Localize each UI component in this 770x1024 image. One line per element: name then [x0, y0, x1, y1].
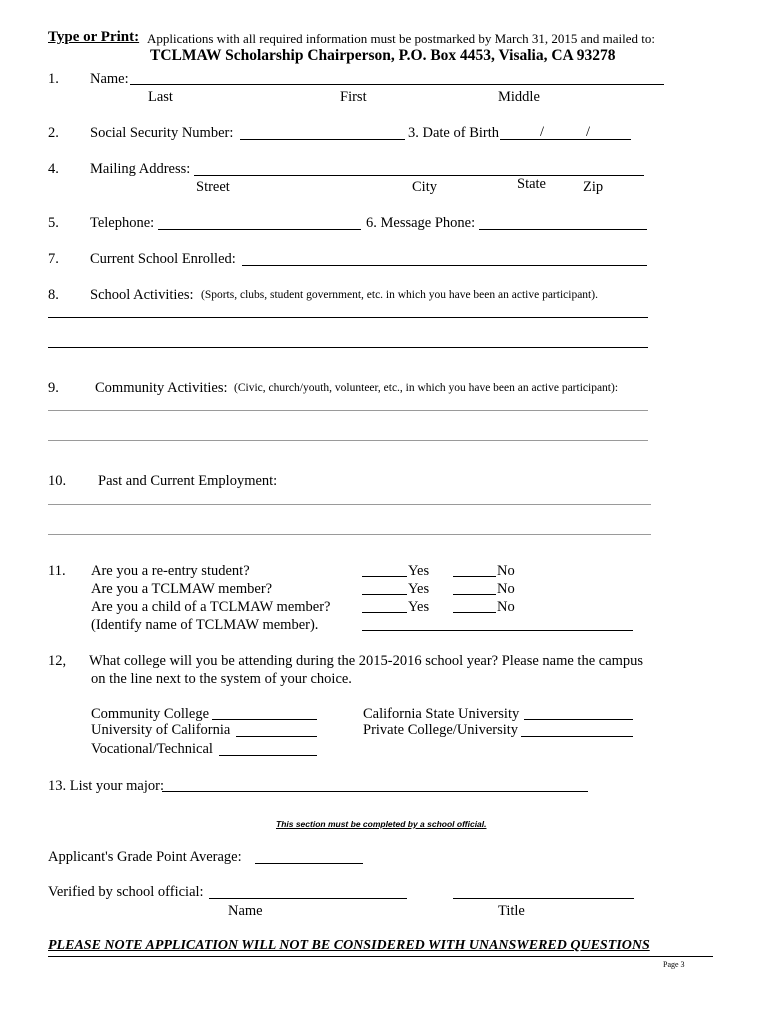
member-no-label: No	[497, 581, 515, 597]
dob-separator-1: /	[540, 124, 545, 140]
q12-number: 12,	[48, 653, 67, 669]
name-input-line[interactable]	[130, 84, 664, 85]
reentry-no-label: No	[497, 563, 515, 579]
official-section-note: This section must be completed by a school official.	[276, 819, 487, 829]
child-yes-label: Yes	[408, 599, 430, 615]
warning-rule	[48, 956, 713, 957]
mailing-address-input-line[interactable]	[194, 175, 644, 176]
child-no-label: No	[497, 599, 515, 615]
official-name-caption: Name	[228, 903, 263, 919]
current-school-label: Current School Enrolled:	[90, 251, 236, 267]
member-yes-label: Yes	[408, 581, 430, 597]
q7-number: 7.	[48, 251, 59, 267]
q8-number: 8.	[48, 287, 59, 303]
major-input-line[interactable]	[162, 791, 588, 792]
vocational-technical-label: Vocational/Technical	[91, 741, 213, 757]
member-no-line[interactable]	[453, 594, 496, 595]
name-middle-caption: Middle	[498, 89, 540, 105]
school-activities-hint: (Sports, clubs, student government, etc. in which you have been an active participant).	[201, 289, 598, 301]
child-of-member-question: Are you a child of a TCLMAW member?	[91, 599, 331, 615]
school-activities-line-1[interactable]	[48, 317, 648, 318]
school-activities-line-2[interactable]	[48, 347, 648, 348]
university-of-california-label: University of California	[91, 722, 231, 738]
csu-label: California State University	[363, 706, 520, 722]
message-phone-input-line[interactable]	[479, 229, 647, 230]
college-question-line-2: on the line next to the system of your choice.	[91, 671, 352, 687]
vocational-technical-input-line[interactable]	[219, 755, 317, 756]
gpa-input-line[interactable]	[255, 863, 363, 864]
q4-number: 4.	[48, 161, 59, 177]
child-yes-line[interactable]	[362, 612, 407, 613]
community-activities-line-2[interactable]	[48, 440, 648, 441]
ssn-input-line[interactable]	[240, 139, 405, 140]
current-school-input-line[interactable]	[242, 265, 647, 266]
q9-number: 9.	[48, 380, 59, 396]
q11-number: 11.	[48, 563, 66, 579]
telephone-input-line[interactable]	[158, 229, 361, 230]
address-zip-caption: Zip	[583, 179, 604, 195]
official-title-input-line[interactable]	[453, 898, 634, 899]
page-number: Page 3	[663, 960, 685, 969]
identify-member-note: (Identify name of TCLMAW member).	[91, 617, 319, 633]
employment-line-2[interactable]	[48, 534, 651, 535]
major-label: 13. List your major:	[48, 778, 164, 794]
employment-line-1[interactable]	[48, 504, 651, 505]
ssn-label: Social Security Number:	[90, 125, 234, 141]
official-title-caption: Title	[498, 903, 525, 919]
member-question: Are you a TCLMAW member?	[91, 581, 273, 597]
name-label: Name:	[90, 71, 129, 87]
reentry-yes-label: Yes	[408, 563, 430, 579]
community-activities-hint: (Civic, church/youth, volunteer, etc., in which you have been an active participant):	[234, 382, 619, 394]
reentry-yes-line[interactable]	[362, 576, 407, 577]
unanswered-questions-warning: PLEASE NOTE APPLICATION WILL NOT BE CONSIDERED WITH UNANSWERED QUESTIONS	[48, 938, 650, 953]
reentry-question: Are you a re-entry student?	[91, 563, 250, 579]
csu-input-line[interactable]	[524, 719, 633, 720]
employment-label: Past and Current Employment:	[98, 473, 278, 489]
college-question-line-1: What college will you be attending during the 2015-2016 school year? Please name the campus	[89, 653, 644, 669]
q2-number: 2.	[48, 125, 59, 141]
community-activities-line-1[interactable]	[48, 410, 648, 411]
q10-number: 10.	[48, 473, 67, 489]
verified-by-label: Verified by school official:	[48, 884, 204, 900]
q5-number: 5.	[48, 215, 59, 231]
message-phone-label: 6. Message Phone:	[366, 215, 476, 231]
address-street-caption: Street	[196, 179, 230, 195]
university-of-california-input-line[interactable]	[236, 736, 317, 737]
dob-input-line[interactable]	[500, 139, 631, 140]
member-yes-line[interactable]	[362, 594, 407, 595]
dob-separator-2: /	[586, 124, 591, 140]
gpa-label: Applicant's Grade Point Average:	[48, 849, 242, 865]
official-name-input-line[interactable]	[209, 898, 407, 899]
reentry-no-line[interactable]	[453, 576, 496, 577]
form-lead: Type or Print:	[48, 29, 140, 45]
child-no-line[interactable]	[453, 612, 496, 613]
telephone-label: Telephone:	[90, 215, 155, 231]
private-college-label: Private College/University	[363, 722, 519, 738]
address-city-caption: City	[412, 179, 437, 195]
community-college-label: Community College	[91, 706, 210, 722]
community-activities-label: Community Activities:	[95, 380, 228, 396]
form-instruction: Applications with all required information must be postmarked by March 31, 2015 and mailed to:	[147, 31, 655, 46]
mailing-address-title: TCLMAW Scholarship Chairperson, P.O. Box 4453, Visalia, CA 93278	[150, 47, 616, 64]
q1-number: 1.	[48, 71, 59, 87]
dob-label: 3. Date of Birth	[408, 125, 500, 141]
private-college-input-line[interactable]	[521, 736, 633, 737]
address-state-caption: State	[517, 176, 546, 192]
school-activities-label: School Activities:	[90, 287, 194, 303]
name-first-caption: First	[340, 89, 367, 105]
mailing-address-label: Mailing Address:	[90, 161, 191, 177]
community-college-input-line[interactable]	[212, 719, 317, 720]
member-name-input-line[interactable]	[362, 630, 633, 631]
name-last-caption: Last	[148, 89, 173, 105]
